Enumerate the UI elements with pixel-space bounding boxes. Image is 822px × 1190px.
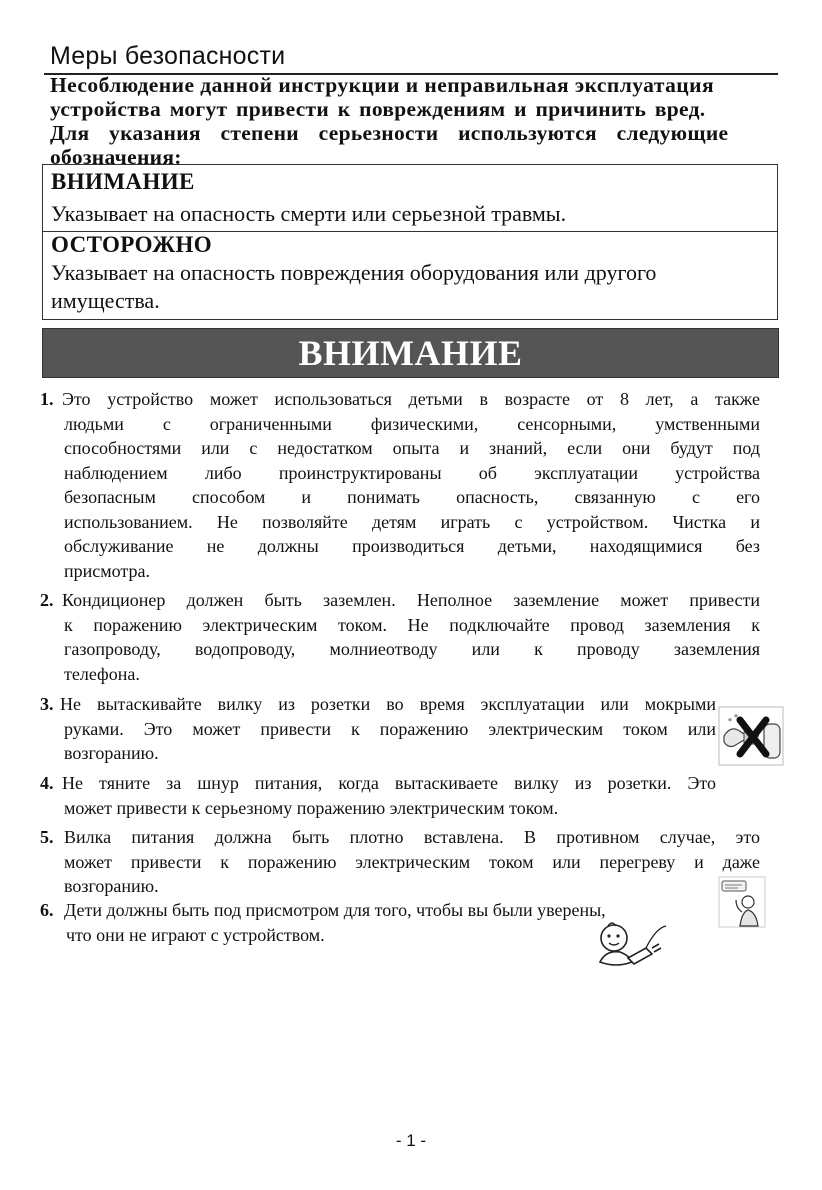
section-title: Меры безопасности: [50, 42, 286, 70]
child-playing-icon: [596, 918, 670, 972]
item-text: [40, 588, 760, 686]
item-line: людьми с ограниченными физическими, сенсорными, умственными: [64, 413, 760, 434]
list-item: [40, 387, 760, 583]
warning-banner-title: ВНИМАНИЕ: [298, 333, 523, 373]
item-line: присмотра.: [64, 560, 150, 581]
caution-line: Указывает на опасность повреждения оборудования или другого: [51, 260, 657, 285]
item-text: [40, 387, 760, 583]
intro-line: Для указания степени серьезности используются следующие: [50, 121, 729, 145]
list-item: [40, 692, 716, 766]
item-number: 6.: [40, 900, 54, 920]
item-text: [40, 692, 716, 766]
item-text: [40, 825, 760, 899]
intro-line: Несоблюдение данной инструкции и неправильная эксплуатация: [50, 73, 715, 97]
item-line: Это устройство может использоваться детьми в возрасте от 8 лет, а также: [62, 389, 760, 409]
item-line: Кондиционер должен быть заземлен. Неполное заземление может привести: [62, 590, 760, 610]
warning-description: Указывает на опасность смерти или серьезной травмы.: [51, 201, 567, 226]
severity-legend: [42, 164, 778, 320]
no-unplug-during-operation-icon: [718, 706, 784, 766]
item-line: телефона.: [64, 663, 140, 684]
list-item: [40, 771, 716, 820]
item-number: 4.: [40, 773, 54, 793]
item-line: газопроводу, водопроводу, молниеотводу или к проводу заземления: [64, 639, 760, 659]
item-number: 1.: [40, 389, 54, 409]
item-text: [40, 771, 716, 820]
item-line: что они не играют с устройством.: [66, 924, 325, 945]
person-with-unit-icon: [718, 876, 766, 928]
item-line: использованием. Не позволяйте детям играть с устройством. Чистка и: [64, 511, 760, 532]
warning-banner: [42, 328, 779, 378]
item-line: к поражению электрическим током. Не подключайте провод заземления к: [64, 614, 760, 635]
item-line: способностями или с недостатком опыта и знаний, если они будут под: [64, 438, 760, 458]
item-line: Дети должны быть под присмотром для того, чтобы вы были уверены,: [64, 900, 606, 920]
caution-line: имущества.: [51, 288, 160, 313]
item-line: руками. Это может привести к поражению электрическим током или: [64, 718, 716, 739]
item-line: может привести к серьезному поражению электрическим током.: [64, 797, 559, 818]
item-line: безопасным способом и понимать опасность, связанную с его: [64, 487, 760, 507]
caution-label: ОСТОРОЖНО: [51, 232, 213, 257]
item-line: Не вытаскивайте вилку из розетки во время эксплуатации или мокрыми: [60, 694, 716, 714]
list-item: [40, 588, 760, 686]
intro-line: устройства могут привести к повреждениям и причинить вред.: [50, 97, 706, 121]
intro-paragraph: [50, 73, 778, 169]
list-item: [40, 825, 760, 899]
item-line: возгоранию.: [64, 743, 159, 763]
item-number: 2.: [40, 590, 54, 610]
item-line: Вилка питания должна быть плотно вставлена. В противном случае, это: [64, 827, 760, 847]
item-number: 5.: [40, 827, 54, 847]
intro-line: обозначения:: [50, 145, 182, 169]
item-number: 3.: [40, 694, 54, 714]
item-line: может привести к поражению электрическим током или перегреву и даже: [64, 851, 760, 872]
item-line: наблюдением либо проинструктированы об эксплуатации устройства: [64, 462, 760, 483]
item-line: Не тяните за шнур питания, когда вытаскиваете вилку из розетки. Это: [62, 773, 716, 793]
item-line: обслуживание не должны производиться детьми, находящимися без: [64, 536, 760, 556]
warning-label: ВНИМАНИЕ: [51, 169, 195, 194]
caution-description: [51, 259, 751, 315]
item-line: возгоранию.: [64, 876, 159, 896]
page-number: - 1 -: [395, 1131, 427, 1150]
